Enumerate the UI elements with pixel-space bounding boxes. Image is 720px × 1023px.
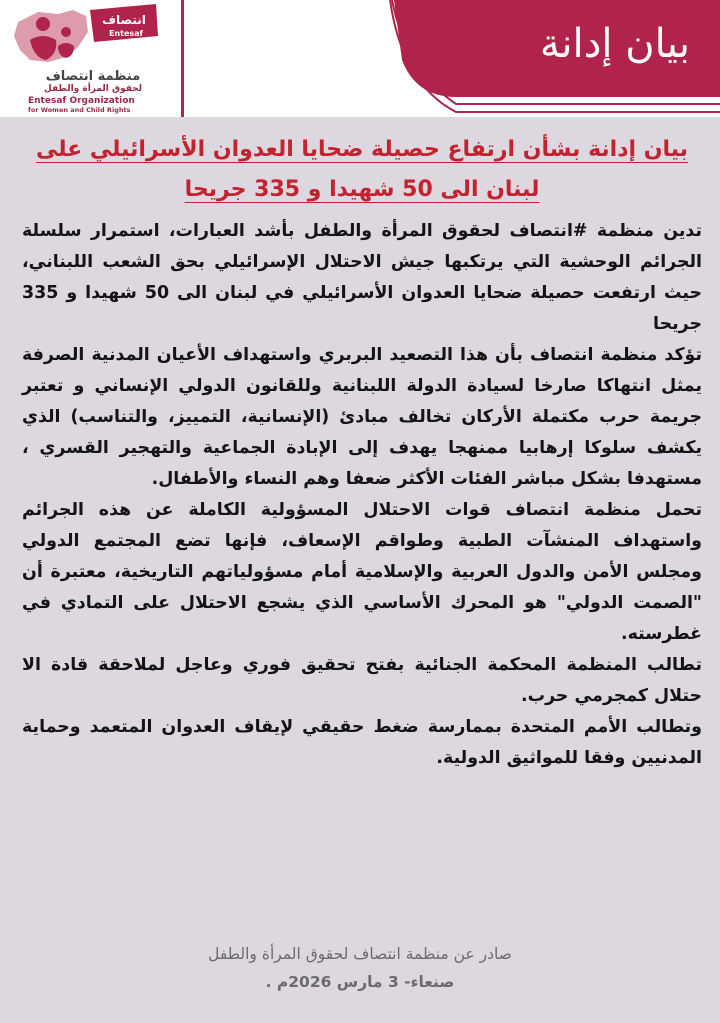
paragraph: تؤكد منظمة انتصاف بأن هذا التصعيد البربري واستهداف الأعيان المدنية الصرفة يمثل انتهاكا صارخا لسيادة الدولة اللبنانية وللقانون الدولي الإنساني و تعتبر جريمة حرب مكتملة الأركان تخالف مبادئ (الإنسانية، التمييز، والتناسب) الذي يكشف سلوكا إرهابيا ممنهجا يهدف إلى الإبادة الجماعية والتهجير القسري ، مستهدفا بشكل مباشر الفئات الأكثر ضعفا وهم النساء والأطفال.	[22, 345, 702, 489]
footer-issuer: صادر عن منظمة انتصاف لحقوق المرأة والطفل	[208, 945, 512, 963]
logo-subtitle-ar: لحقوق المرأة والطفل	[43, 84, 143, 94]
paragraph: تطالب المنظمة المحكمة الجنائية بفتح تحقيق فوري وعاجل لملاحقة قادة الا حتلال كمجرمي حرب.	[22, 655, 702, 706]
paragraph: تدين منظمة #انتصاف لحقوق المرأة والطفل بأشد العبارات، استمرار سلسلة الجرائم الوحشية التي يرتكبها جيش الاحتلال الإسرائيلي بحق الشعب اللبناني، حيث ارتفعت حصيلة ضحايا العدوان الأسرائيلي في لبنان الى 50 شهيدا و 335 جريحا	[22, 221, 702, 334]
statement-body	[22, 130, 702, 774]
statement-paragraphs	[22, 216, 702, 774]
logo-org-en-sub: for Women and Child Rights	[28, 106, 131, 114]
paragraph: تحمل منظمة انتصاف قوات الاحتلال المسؤولية الكاملة عن هذه الجرائم واستهداف المنشآت الطبية وطواقم الإسعاف، فإنها تضع المجتمع الدولي ومجلس الأمن والدول العربية والإسلامية أمام مسؤولياتهم التاريخية، معتبرة أن "الصمت الدولي" هو المحرك الأساسي الذي يشجع الاحتلال على التمادي في غطرسته.	[22, 500, 702, 644]
logo-org-en: Entesaf Organization	[28, 96, 135, 106]
statement-headline	[22, 130, 702, 210]
footer-place-date: صنعاء- 3 مارس 2026م .	[265, 973, 455, 991]
organization-logo	[0, 0, 183, 117]
header	[0, 0, 720, 117]
footer	[0, 940, 720, 996]
headline-line-2: لبنان الى 50 شهيدا و 335 جريحا	[184, 177, 540, 202]
svg-text:انتصاف: انتصاف	[102, 13, 146, 27]
svg-text:Entesaf: Entesaf	[108, 29, 144, 38]
paragraph: وتطالب الأمم المتحدة بممارسة ضغط حقيقي لإيقاف العدوان المتعمد وحماية المدنيين وفقا للمواثيق الدولية.	[22, 717, 702, 768]
headline-line-1: بيان إدانة بشأن ارتفاع حصيلة ضحايا العدوان الأسرائيلي على	[36, 137, 688, 162]
logo-name-ar: منظمة انتصاف	[45, 69, 141, 84]
logo-emblem-icon	[8, 2, 178, 72]
banner-title: بيان إدانة	[539, 21, 690, 67]
